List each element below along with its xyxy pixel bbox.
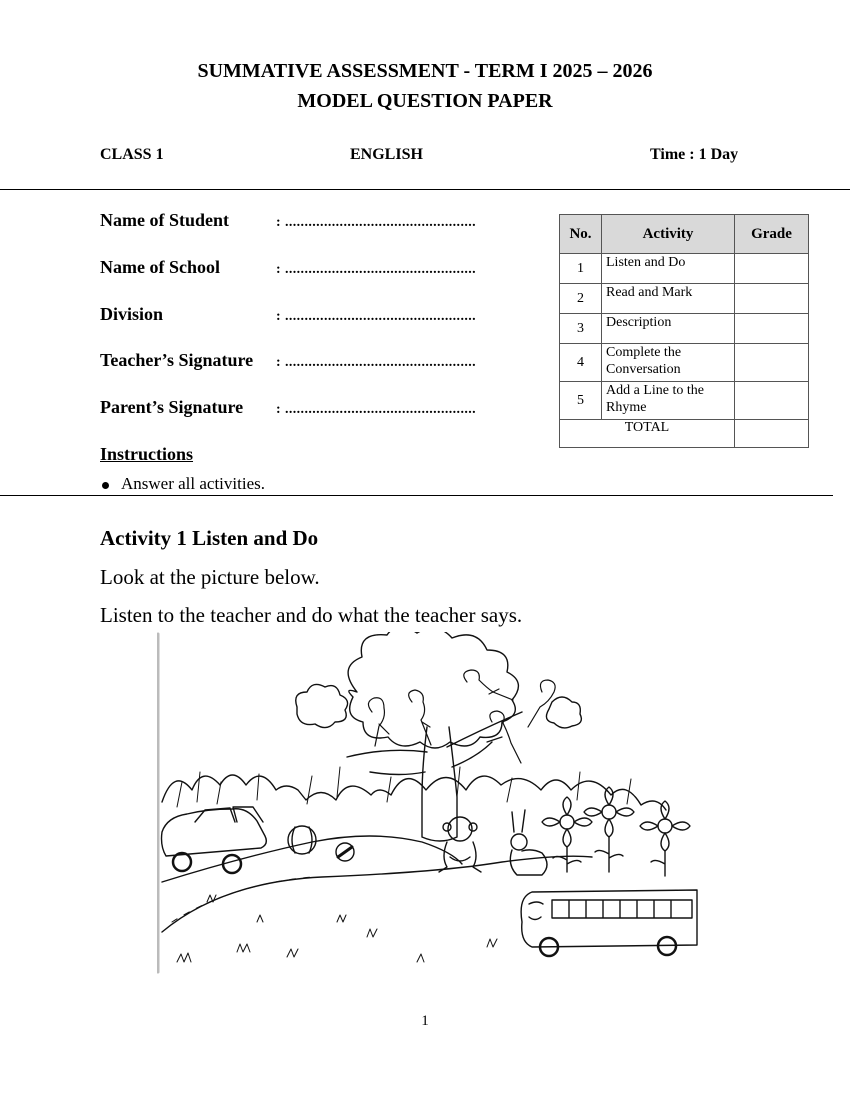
page-number: 1 bbox=[421, 1013, 429, 1029]
activity-instruction-1: Look at the picture below. bbox=[100, 565, 320, 589]
instructions-heading: Instructions bbox=[100, 444, 194, 464]
instruction-item bbox=[102, 474, 265, 494]
class-label: CLASS 1 bbox=[100, 146, 164, 163]
parrots bbox=[368, 670, 555, 763]
header-divider bbox=[0, 189, 850, 190]
rabbit bbox=[510, 810, 547, 875]
row-activity: Listen and Do bbox=[602, 254, 735, 284]
bus bbox=[521, 890, 697, 956]
instruction-text: Answer all activities. bbox=[121, 474, 265, 493]
grass bbox=[177, 895, 497, 962]
field-dots: : ................................................. bbox=[276, 262, 477, 277]
field-dots: : ................................................. bbox=[276, 215, 477, 230]
table-row bbox=[560, 314, 809, 344]
field-label: Name of School bbox=[100, 257, 220, 277]
table-total-row bbox=[560, 420, 809, 448]
total-label: TOTAL bbox=[560, 420, 735, 448]
grade-table-header bbox=[560, 215, 809, 254]
park-scene-illustration bbox=[157, 632, 700, 974]
car bbox=[162, 807, 267, 873]
field-label: Parent’s Signature bbox=[100, 397, 244, 417]
col-activity-header: Activity bbox=[602, 215, 735, 254]
field-dots: : ................................................. bbox=[276, 309, 477, 324]
student-name-field[interactable] bbox=[100, 210, 476, 231]
row-no: 1 bbox=[560, 254, 602, 284]
time-label: Time : 1 Day bbox=[650, 146, 739, 163]
flowers bbox=[542, 787, 690, 876]
field-label: Division bbox=[100, 304, 164, 324]
row-activity: Complete the Conversation bbox=[602, 344, 735, 382]
bushes bbox=[162, 775, 666, 810]
division-field[interactable] bbox=[100, 304, 476, 325]
bullet-icon bbox=[102, 482, 109, 489]
row-no: 2 bbox=[560, 284, 602, 314]
total-grade-cell[interactable] bbox=[735, 420, 809, 448]
table-row bbox=[560, 284, 809, 314]
paper-subtitle: MODEL QUESTION PAPER bbox=[297, 90, 553, 112]
section-divider bbox=[0, 495, 833, 496]
col-grade-header: Grade bbox=[735, 215, 809, 254]
table-row bbox=[560, 344, 809, 382]
field-label: Teacher’s Signature bbox=[100, 350, 254, 370]
row-activity: Description bbox=[602, 314, 735, 344]
teacher-signature-field[interactable] bbox=[100, 350, 476, 371]
tree-crown bbox=[348, 632, 518, 748]
row-grade-cell[interactable] bbox=[735, 284, 809, 314]
row-no: 4 bbox=[560, 344, 602, 382]
row-no: 5 bbox=[560, 382, 602, 420]
activity-instruction-2: Listen to the teacher and do what the teacher says. bbox=[100, 603, 523, 627]
monkey bbox=[439, 817, 481, 872]
row-activity: Read and Mark bbox=[602, 284, 735, 314]
parent-signature-field[interactable] bbox=[100, 397, 476, 418]
row-activity: Add a Line to the Rhyme bbox=[602, 382, 735, 420]
subject-label: ENGLISH bbox=[350, 146, 423, 163]
activity-heading: Activity 1 Listen and Do bbox=[100, 526, 319, 550]
row-grade-cell[interactable] bbox=[735, 344, 809, 382]
table-row bbox=[560, 254, 809, 284]
field-label: Name of Student bbox=[100, 210, 229, 230]
field-dots: : ................................................. bbox=[276, 355, 477, 370]
paper-title: SUMMATIVE ASSESSMENT - TERM I 2025 – 2026 bbox=[197, 60, 653, 82]
school-name-field[interactable] bbox=[100, 257, 476, 278]
row-grade-cell[interactable] bbox=[735, 254, 809, 284]
row-no: 3 bbox=[560, 314, 602, 344]
grade-table bbox=[559, 214, 809, 448]
row-grade-cell[interactable] bbox=[735, 382, 809, 420]
field-dots: : ................................................. bbox=[276, 402, 477, 417]
table-row bbox=[560, 382, 809, 420]
col-no-header: No. bbox=[560, 215, 602, 254]
row-grade-cell[interactable] bbox=[735, 314, 809, 344]
